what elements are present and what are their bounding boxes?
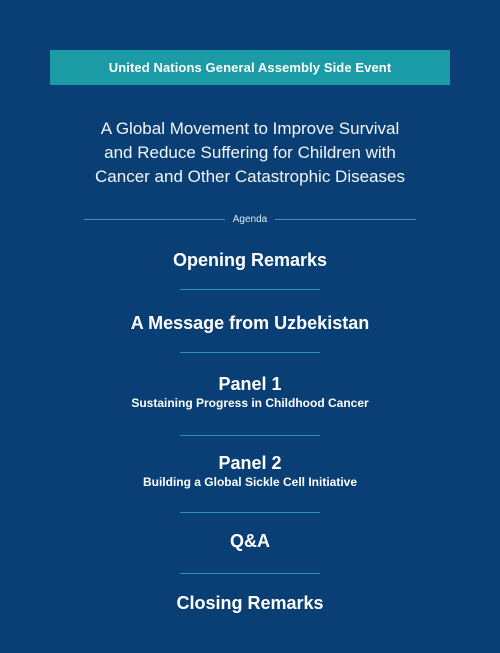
event-banner [50,50,450,85]
agenda-item-title: Closing Remarks [176,593,324,613]
event-title-line-2: and Reduce Suffering for Children with [104,143,396,162]
agenda-item-title: Panel 1 [218,374,282,394]
agenda-divider [180,289,320,290]
agenda-rule-left [84,219,225,220]
agenda-item-closing-remarks [50,592,450,614]
agenda-item-panel-2 [50,452,450,490]
event-title-line-3: Cancer and Other Catastrophic Diseases [95,167,405,186]
agenda-item-title: Opening Remarks [172,250,328,270]
agenda-divider [180,573,320,574]
agenda-item-message-uzbekistan [50,312,450,334]
agenda-item-title: A Message from Uzbekistan [130,313,370,333]
agenda-item-subtitle: Building a Global Sickle Cell Initiative [142,475,358,489]
event-banner-text: United Nations General Assembly Side Event [108,60,392,75]
agenda-item-title: Q&A [230,531,270,551]
event-title [40,117,460,189]
agenda-divider [180,352,320,353]
agenda-item-panel-1 [50,373,450,411]
agenda-item-title: Panel 2 [218,453,282,473]
agenda-item-opening-remarks [50,249,450,271]
agenda-item-subtitle: Sustaining Progress in Childhood Cancer [131,396,369,410]
agenda-item-qa [50,530,450,552]
event-title-line-1: A Global Movement to Improve Survival [100,119,400,138]
agenda-divider [180,512,320,513]
agenda-heading [84,211,416,227]
agenda-label: Agenda [232,213,268,225]
agenda-divider [180,435,320,436]
agenda-rule-right [275,219,416,220]
